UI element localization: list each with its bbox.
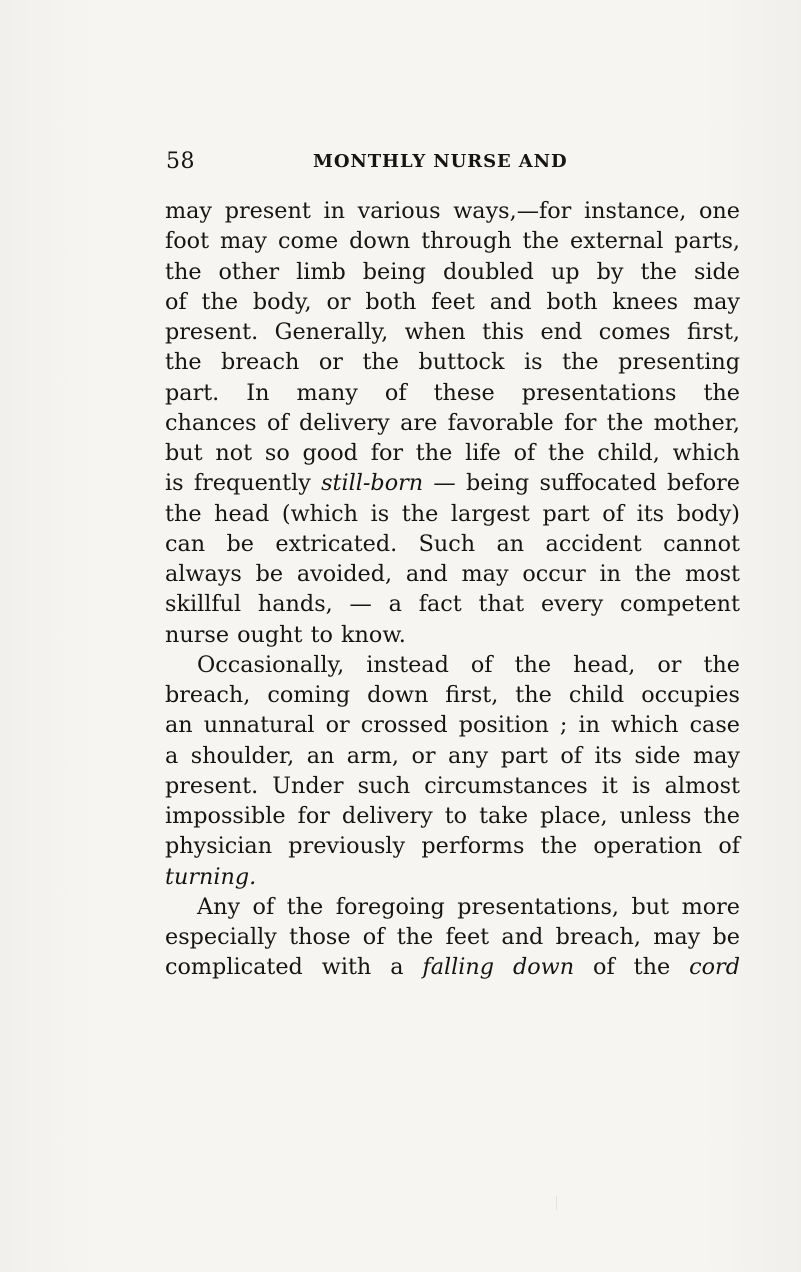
text-line: but not so good for the life of the child, which <box>165 440 740 466</box>
text-line: present. Under such circumstances it is almost <box>165 772 740 799</box>
italic-term: still-born <box>321 470 424 497</box>
paragraph-first-line: Occasionally, instead of the head, or the <box>197 651 740 678</box>
text-line: the breach or the buttock is the presenting <box>165 349 740 376</box>
text-line: always be avoided, and may occur in the most <box>165 561 740 587</box>
text-line: chances of delivery are favorable for the mother, <box>165 409 740 436</box>
italic-term: cord <box>689 954 740 981</box>
text-line: the head (which is the largest part of its body) <box>165 500 740 527</box>
paragraph-first-line: Any of the foregoing presentations, but more <box>197 893 740 920</box>
line-text-before: is frequently <box>165 470 322 497</box>
text-line: physician previously performs the operation of <box>165 833 740 860</box>
line-text-middle: of the <box>574 954 690 981</box>
text-line: present. Generally, when this end comes first, <box>165 319 740 345</box>
italic-term: falling down <box>422 954 575 981</box>
text-line: especially those of the feet and breach, may be <box>165 924 740 950</box>
body-text <box>165 196 740 1196</box>
text-line: a shoulder, an arm, or any part of its side may <box>165 742 740 769</box>
text-line: part. In many of these presentations the <box>165 379 740 406</box>
text-line: the other limb being doubled up by the side <box>165 258 740 285</box>
text-line: can be extricated. Such an accident cannot <box>165 530 740 557</box>
paper-mark <box>556 1196 560 1210</box>
text-line-with-italic <box>165 468 740 498</box>
text-line: foot may come down through the external parts, <box>165 228 740 255</box>
text-line: skillful hands, — a fact that every competent <box>165 591 740 618</box>
text-line: an unnatural or crossed position ; in which case <box>165 712 740 739</box>
line-text-before: complicated with a <box>165 954 423 981</box>
text-line: of the body, or both feet and both knees may <box>165 288 740 315</box>
text-line-with-italic <box>165 952 740 982</box>
page-number: 58 <box>166 149 195 174</box>
line-text-after: — being suffocated before <box>423 470 741 497</box>
text-line: may present in various ways,—for instance, one <box>165 198 740 224</box>
italic-term: turning. <box>165 863 257 890</box>
text-line-with-italic <box>165 862 740 892</box>
page-header <box>166 149 736 177</box>
text-line: impossible for delivery to take place, unless the <box>165 803 740 829</box>
text-line: nurse ought to know. <box>165 621 406 648</box>
running-head: MONTHLY NURSE AND <box>313 151 568 172</box>
text-line: breach, coming down first, the child occupies <box>165 682 740 708</box>
